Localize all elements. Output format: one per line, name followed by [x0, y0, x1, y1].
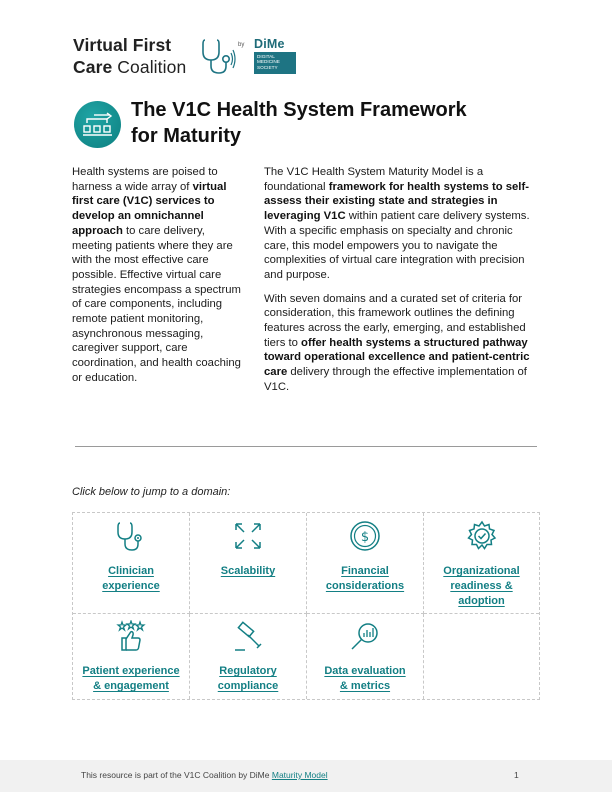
intro-right-column: [264, 165, 536, 395]
dime-sub3: SOCIETY: [257, 64, 278, 70]
right-paragraph-1: [264, 165, 536, 283]
logo-wordmark: [73, 34, 186, 78]
left-bold-1: virtual first care (V1C) services to develop an omnichannel approach: [72, 180, 227, 237]
domain-label-line2: & engagement: [93, 680, 169, 692]
domain-label-line2: & metrics: [339, 680, 391, 692]
section-divider: [75, 446, 537, 447]
right-p2-text-1: With seven domains and a curated set of criteria for consideration, this framework outlines the defining features across the early, emerging, and established tiers to: [264, 292, 526, 349]
expand-arrows-icon: [231, 519, 265, 553]
domain-label-line1: Patient experience: [82, 665, 180, 677]
right-p1-bold: framework for health systems to self-assess their existing state and strategies in leveraging V1C: [264, 180, 529, 223]
maturity-model-link[interactable]: Maturity Model: [271, 770, 328, 780]
domain-label-line3: adoption: [458, 595, 505, 607]
dime-logo: [254, 37, 298, 77]
gear-check-icon: [465, 519, 499, 553]
dime-sub1: DIGITAL: [257, 54, 275, 59]
domain-link-regulatory-compliance[interactable]: [190, 614, 307, 699]
coalition-logo: [73, 34, 303, 80]
intro-paragraph: [72, 165, 248, 386]
title-line2: for Maturity: [131, 125, 241, 147]
domain-label-line1: Financial: [341, 565, 389, 577]
domain-label-line2: considerations: [325, 580, 405, 592]
thumbs-up-stars-icon: [114, 620, 148, 654]
footer-text: [81, 770, 328, 780]
domain-label-line1: Clinician: [108, 565, 154, 577]
domain-label-line2: compliance: [217, 680, 279, 692]
domain-label-line1: Scalability: [220, 565, 276, 577]
domain-link-data-evaluation[interactable]: [307, 614, 424, 699]
framework-icon: [74, 101, 121, 148]
domain-label-line1: Organizational: [443, 565, 520, 577]
jump-prompt: Click below to jump to a domain:: [72, 486, 231, 498]
left-text-2: to care delivery, meeting patients where they are with the most effective care possible. Effective virtual care strategies encompass a spectrum of care components, including remote patient monitoring, asynchronous messaging, caregiver support, care coordination, and health coaching or education.: [72, 224, 241, 384]
domain-link-scalability[interactable]: [190, 513, 307, 614]
right-paragraph-2: [264, 292, 536, 395]
footer-caption: This resource is part of the V1C Coalition by DiMe: [81, 770, 272, 780]
logo-line2-bold: Care: [73, 57, 113, 77]
domain-link-clinician-experience[interactable]: [73, 513, 190, 614]
intro-left-column: [72, 165, 248, 386]
magnifier-chart-icon: [348, 620, 382, 654]
stethoscope-icon: [114, 519, 148, 553]
page-footer: [0, 760, 612, 792]
title-line1: The V1C Health System Framework: [131, 99, 467, 121]
logo-stethoscope-icon: [201, 38, 237, 76]
steps-flow-icon: [74, 101, 121, 148]
domain-label-line1: Data evaluation: [324, 665, 406, 677]
right-p2-text-2: delivery through the effective implementation of V1C.: [264, 366, 527, 393]
domain-link-organizational-readiness[interactable]: [424, 513, 539, 614]
domain-grid: [72, 512, 540, 700]
page-title: [131, 97, 511, 149]
right-p1-text-2: within patient care delivery systems. With a specific emphasis on specialty and chronic care, this model empowers you to navigate the complexities of virtual care integration with precision and purpose.: [264, 210, 530, 281]
domain-label-line2: readiness &: [450, 580, 513, 592]
svg-text:$: $: [360, 530, 370, 545]
domain-link-patient-experience[interactable]: [73, 614, 190, 699]
domain-link-financial-considerations[interactable]: [307, 513, 424, 614]
logo-line2-rest: Coalition: [112, 57, 187, 77]
dime-name: DiMe: [254, 37, 285, 51]
page-number: 1: [514, 770, 519, 780]
right-p2-bold: offer health systems a structured pathway toward operational excellence and patient-centric care: [264, 336, 530, 379]
dime-sub2: MEDICINE: [257, 59, 280, 65]
dime-tagline-box: [254, 52, 296, 74]
dollar-coin-icon: [348, 519, 382, 553]
logo-by: by: [238, 42, 245, 48]
domain-label-line2: experience: [102, 580, 160, 592]
left-text-1: Health systems are poised to harness a wide array of: [72, 166, 218, 193]
right-p1-text-1: The V1C Health System Maturity Model is a foundational: [264, 166, 484, 193]
gavel-icon: [231, 620, 265, 654]
domain-label-line1: Regulatory: [219, 665, 277, 677]
logo-line1: Virtual First: [73, 35, 172, 55]
empty-grid-cell: [424, 614, 539, 699]
